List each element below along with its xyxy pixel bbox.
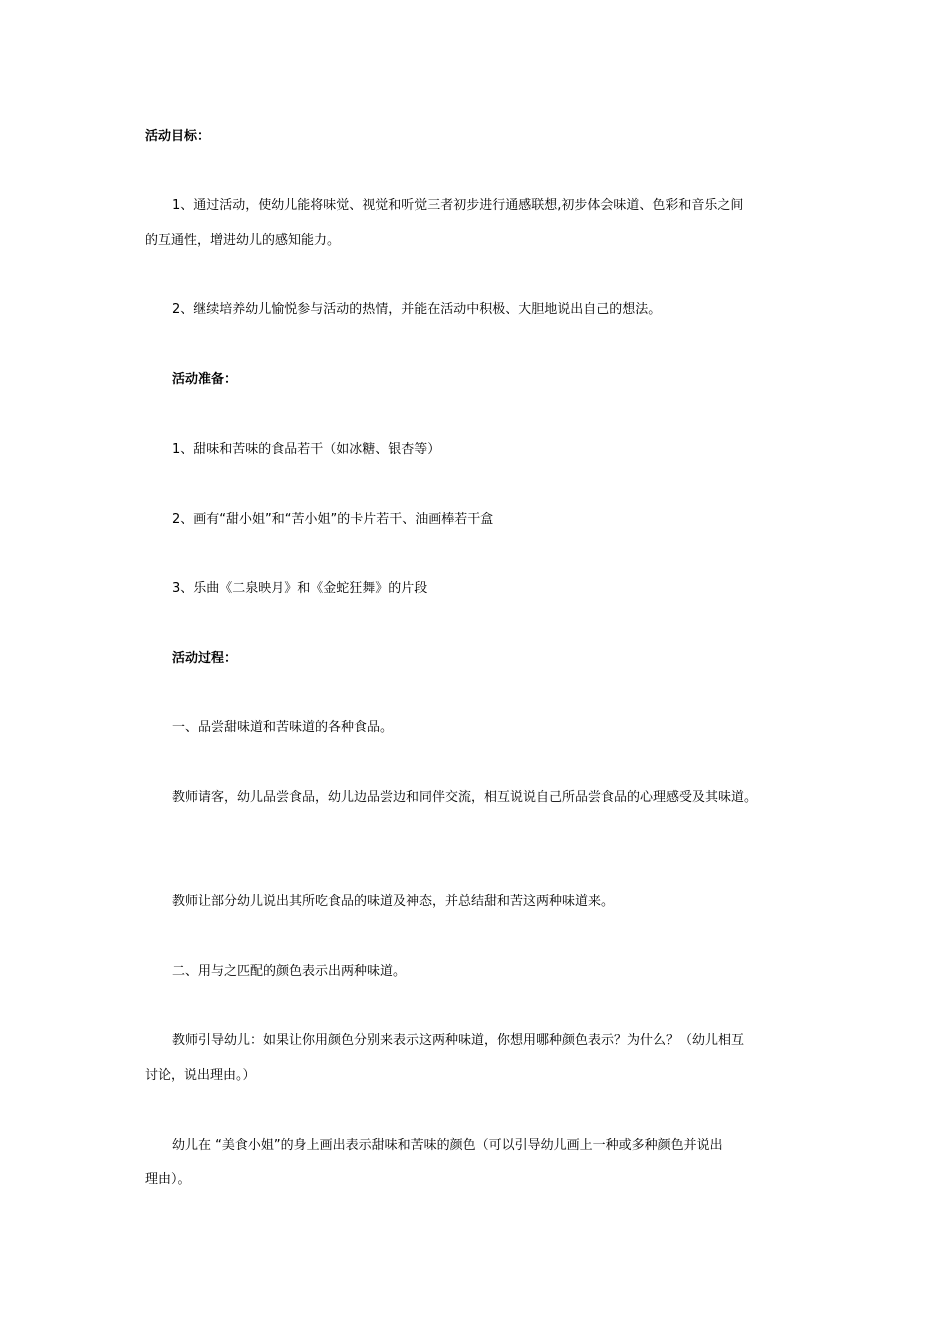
goal-1-line-2: 的互通性，增进幼儿的感知能力。	[145, 233, 341, 248]
goal-1-line-1: 1、通过活动，使幼儿能将味觉、视觉和听觉三者初步进行通感联想,初步体会味道、色彩和音乐之间	[172, 198, 744, 213]
prep-item-1: 1、甜味和苦味的食品若干（如冰糖、银杏等）	[172, 442, 441, 457]
prep-item-3: 3、乐曲《二泉映月》和《金蛇狂舞》的片段	[172, 581, 428, 596]
process-step-2-paragraph-2-line-1: 幼儿在 “美食小姐”的身上画出表示甜味和苦味的颜色（可以引导幼儿画上一种或多种颜色并说出	[172, 1138, 723, 1153]
process-step-1-paragraph-1: 教师请客，幼儿品尝食品，幼儿边品尝边和同伴交流，相互说说自己所品尝食品的心理感受及其味道。	[172, 790, 758, 805]
process-step-1: 一、品尝甜味道和苦味道的各种食品。	[172, 720, 394, 735]
heading-activity-process: 活动过程：	[172, 651, 238, 666]
process-step-2-paragraph-2-line-2: 理由）。	[145, 1172, 191, 1187]
heading-activity-goals: 活动目标：	[145, 129, 211, 144]
process-step-1-paragraph-2: 教师让部分幼儿说出其所吃食品的味道及神态，并总结甜和苦这两种味道来。	[172, 894, 615, 909]
goal-2: 2、继续培养幼儿愉悦参与活动的热情，并能在活动中积极、大胆地说出自己的想法。	[172, 302, 662, 317]
process-step-2-paragraph-1-line-2: 讨论，说出理由。）	[145, 1068, 256, 1083]
process-step-2-paragraph-1-line-1: 教师引导幼儿：如果让你用颜色分别来表示这两种味道，你想用哪种颜色表示？为什么？（幼儿相互	[172, 1033, 745, 1048]
prep-item-2: 2、画有“甜小姐”和“苦小姐”的卡片若干、油画棒若干盒	[172, 512, 494, 527]
process-step-2: 二、用与之匹配的颜色表示出两种味道。	[172, 964, 407, 979]
heading-activity-preparation: 活动准备：	[172, 372, 238, 387]
